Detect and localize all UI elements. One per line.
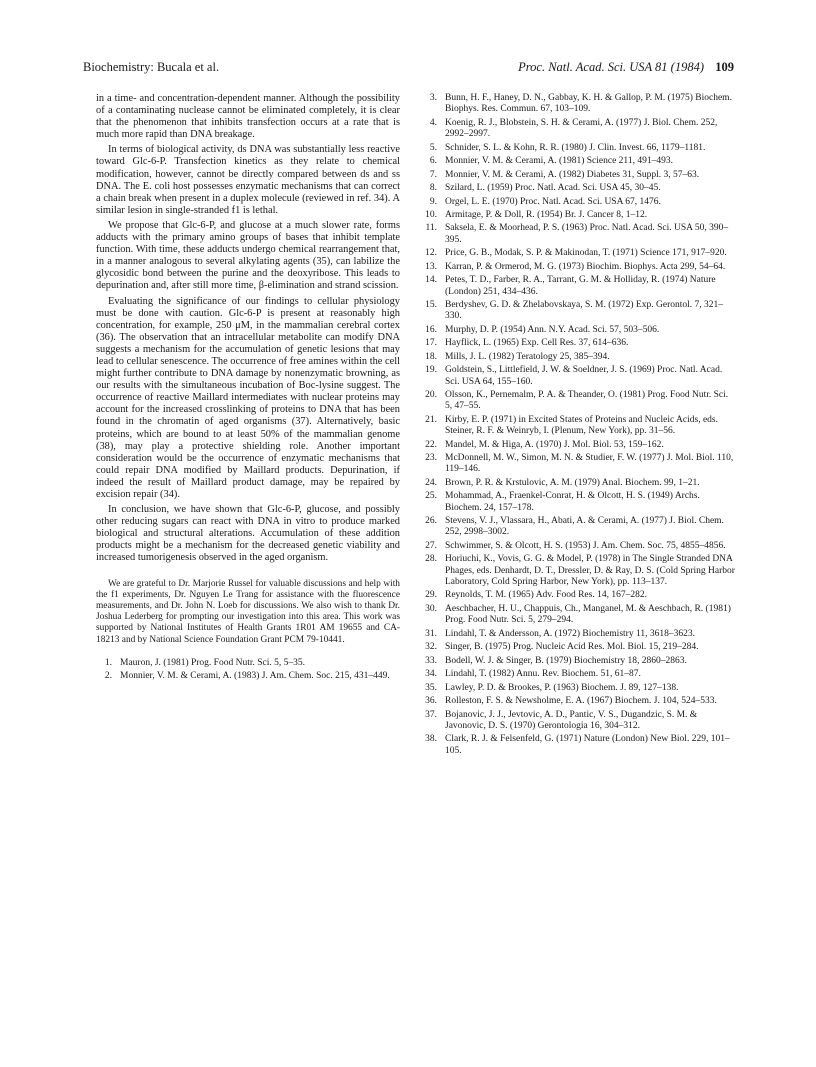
reference-text: Price, G. B., Modak, S. P. & Makinodan, T. (1971) Science 171, 917–920. <box>445 248 727 259</box>
reference-text: Bodell, W. J. & Singer, B. (1979) Biochemistry 18, 2860–2863. <box>445 655 687 666</box>
body-paragraph: Evaluating the significance of our findings to cellular physiology must be done with caution. Glc-6-P is present at reasonably high concentration, for example, 250 μM, in the mammalian cerebral cortex (36). The observation that an intracellular metabolite can modify DNA suggests a mechanism for the accumulation of genetic lesions that may lead to cellular senescence. The occurrence of free amines within the cell might further contribute to DNA damage by nonenzymatic browning, as our results with the simultaneous incubation of Boc-lysine suggest. The occurrence of reactive Maillard intermediates with nuclear proteins may account for the increased crosslinking of proteins to DNA that has been found in the chromatin of aged organisms (37). Alternatively, basic proteins, which are bound to at least 50% of the mammalian genome (38), may play a protective shielding role. Another important consideration would be the occurrence of enzymatic mechanisms that could repair DNA modified by Maillard products. Depurination, if indeed the result of Maillard product damage, may be repaired by excision repair (34). <box>96 295 400 500</box>
reference-number: 15. <box>425 300 437 310</box>
reference-number: 25. <box>425 491 437 502</box>
reference-number: 23. <box>425 453 437 464</box>
reference-item <box>421 390 735 413</box>
reference-number: 6. <box>429 156 437 167</box>
reference-number: 12. <box>425 248 437 259</box>
reference-text: Kirby, E. P. (1971) in Excited States of Proteins and Nucleic Acids, eds. Steiner, R. F. & Weinryb, I. (Plenum, New York), pp. 31–56. <box>445 414 718 437</box>
body-paragraph: in a time- and concentration-dependent manner. Although the possibility of a contaminating nuclease cannot be eliminated completely, it is clear that the phenomenon that inhibits transfection occurs at a rate that is much more rapid than DNA breakage. <box>96 93 400 141</box>
reference-item <box>421 683 735 694</box>
reference-number: 19. <box>425 365 437 376</box>
reference-item <box>421 642 735 653</box>
reference-number: 36. <box>425 696 437 707</box>
reference-text: Mandel, M. & Higa, A. (1970) J. Mol. Biol. 53, 159–162. <box>445 439 664 450</box>
reference-item <box>421 415 735 438</box>
reference-item <box>421 734 735 757</box>
reference-text: Berdyshev, G. D. & Zhelabovskaya, S. M. (1972) Exp. Gerontol. 7, 321–330. <box>445 300 724 322</box>
reference-item <box>421 197 735 208</box>
reference-number: 33. <box>425 655 437 666</box>
reference-text: Clark, R. J. & Felsenfeld, G. (1971) Nature (London) New Biol. 229, 101–105. <box>445 734 730 756</box>
reference-number: 8. <box>429 183 437 194</box>
reference-text: Schnider, S. L. & Kohn, R. R. (1980) J. Clin. Invest. 66, 1179–1181. <box>445 142 706 153</box>
reference-number: 38. <box>425 734 437 745</box>
reference-text: Stevens, V. J., Vlassara, H., Abati, A. & Cerami, A. (1977) J. Biol. Chem. 252, 2998–3002. <box>445 516 724 538</box>
reference-item <box>421 590 735 601</box>
reference-text: Saksela, E. & Moorhead, P. S. (1963) Proc. Natl. Acad. Sci. USA 50, 390–395. <box>445 223 729 245</box>
reference-text: Mills, J. L. (1982) Teratology 25, 385–394. <box>445 351 610 362</box>
reference-text: Aeschbacher, H. U., Chappuis, Ch., Manganel, M. & Aeschbach, R. (1981) Prog. Food Nutr. Sci. 5, 279–294. <box>445 603 731 626</box>
reference-text: Bunn, H. F., Haney, D. N., Gabbay, K. H. & Gallop, P. M. (1975) Biochem. Biophys. Res. Commun. 67, 103–109. <box>445 93 732 115</box>
reference-list-right <box>421 93 735 757</box>
reference-number: 5. <box>429 142 437 153</box>
reference-item <box>421 440 735 451</box>
left-column <box>96 93 400 685</box>
reference-item <box>421 516 735 539</box>
reference-number: 37. <box>425 709 437 720</box>
acknowledgment: We are grateful to Dr. Marjorie Russel for valuable discussions and help with the f1 experiments, Dr. Nguyen Le Trang for assistance with the fluorescence measurements, and Dr. John N. Loeb for discussions. We also wish to thank Dr. Joshua Lederberg for prompting our investigation into this area. This work was supported by National Institutes of Health Grants 1R01 AM 19655 and CA-18213 and by National Science Foundation Grant PCM 79-10441. <box>96 578 400 645</box>
reference-number: 35. <box>425 682 437 693</box>
reference-text: Brown, P. R. & Krstulovic, A. M. (1979) Anal. Biochem. 99, 1–21. <box>445 477 700 488</box>
reference-number: 16. <box>425 324 437 335</box>
running-header <box>83 60 734 80</box>
reference-text: Reynolds, T. M. (1965) Adv. Food Res. 14, 167–282. <box>445 590 647 601</box>
reference-item <box>421 143 735 154</box>
reference-item <box>421 156 735 167</box>
reference-text: Monnier, V. M. & Cerami, A. (1982) Diabetes 31, Suppl. 3, 57–63. <box>445 169 700 180</box>
reference-text: Armitage, P. & Doll, R. (1954) Br. J. Cancer 8, 1–12. <box>445 209 648 220</box>
running-header-left: Biochemistry: Bucala et al. <box>83 60 220 74</box>
journal-citation: Proc. Natl. Acad. Sci. USA 81 (1984) <box>518 60 704 74</box>
reference-number: 18. <box>425 351 437 362</box>
reference-text: Schwimmer, S. & Olcott, H. S. (1953) J. Am. Chem. Soc. 75, 4855–4856. <box>445 540 726 551</box>
reference-text: Mohammad, A., Fraenkel-Conrat, H. & Olcott, H. S. (1949) Archs. Biochem. 24, 157–178. <box>445 491 700 513</box>
reference-number: 7. <box>429 169 437 180</box>
reference-text: Koenig, R. J., Blobstein, S. H. & Cerami, A. (1977) J. Biol. Chem. 252, 2992–2997. <box>445 117 718 140</box>
reference-number: 28. <box>425 554 437 565</box>
reference-number: 30. <box>425 603 437 614</box>
reference-text: Hayflick, L. (1965) Exp. Cell Res. 37, 614–636. <box>445 338 629 349</box>
reference-item: 1. Mauron, J. (1981) Prog. Food Nutr. Sci. 5, 5–35. <box>104 657 305 668</box>
reference-item <box>421 118 735 141</box>
reference-text: Lindahl, T. & Andersson, A. (1972) Biochemistry 11, 3618–3623. <box>445 628 695 639</box>
reference-number: 31. <box>425 628 437 639</box>
reference-item <box>421 248 735 259</box>
reference-text: Karran, P. & Ormerod, M. G. (1973) Biochim. Biophys. Acta 299, 54–64. <box>445 261 726 272</box>
reference-number: 29. <box>425 590 437 601</box>
reference-text: Lindahl, T. (1982) Annu. Rev. Biochem. 51, 61–87. <box>445 669 641 680</box>
reference-text: Horiuchi, K., Vovis, G. G. & Model, P. (1978) in The Single Stranded DNA Phages, eds. Denhardt, D. T., Dressler, D. & Ray, D. S. (Cold Spring Harbor Laboratory, Cold Spring Harbor, New York), pp. 113–137. <box>445 554 735 587</box>
reference-item <box>421 656 735 667</box>
reference-item <box>421 352 735 363</box>
body-paragraph: In conclusion, we have shown that Glc-6-P, glucose, and possibly other reducing sugars can react with DNA in vitro to produce marked biological and structural alterations. Accumulation of these addition products might be a mechanism for the decreased genetic viability and increased tumorigenesis observed in the aged organism. <box>96 504 400 564</box>
reference-number: 26. <box>425 516 437 527</box>
reference-text: Orgel, L. E. (1970) Proc. Natl. Acad. Sci. USA 67, 1476. <box>445 196 661 207</box>
reference-item <box>421 325 735 336</box>
body-paragraph: We propose that Glc-6-P, and glucose at a much slower rate, forms adducts with the primary amino groups of bases that inhibit template function. With time, these adducts undergo chemical rearrangement that, in a manner analogous to several alkylating agents (35), can labilize the glycosidic bond between the purine and the deoxyribose. This leads to depurination and, after still more time, β-elimination and strand scission. <box>96 219 400 292</box>
reference-number: 22. <box>425 439 437 450</box>
reference-item: 2. Monnier, V. M. & Cerami, A. (1983) J. Am. Chem. Soc. 215, 431–449. <box>104 671 390 682</box>
reference-item <box>421 669 735 680</box>
reference-item <box>421 183 735 194</box>
reference-number: 11. <box>425 223 437 234</box>
right-column <box>421 93 735 759</box>
reference-text: Petes, T. D., Farber, R. A., Tarrant, G. M. & Holliday, R. (1974) Nature (London) 251, 434–436. <box>445 275 716 297</box>
reference-number: 21. <box>425 414 437 425</box>
body-paragraph: In terms of biological activity, ds DNA was substantially less reactive toward Glc-6-P. Transfection kinetics as they relate to chemical modification, however, cannot be directly compared between ds and ss DNA. The E. coli host possesses enzymatic mechanisms that can correct a chain break when present in a duplex molecule (reviewed in ref. 34). A similar lesion in single-stranded f1 is lethal. <box>96 144 400 216</box>
reference-number: 14. <box>425 275 437 286</box>
page-number: 109 <box>715 60 734 74</box>
reference-number: 34. <box>425 669 437 680</box>
reference-item <box>421 491 735 514</box>
reference-item <box>421 93 735 116</box>
reference-text: Lawley, P. D. & Brookes, P. (1963) Biochem. J. 89, 127–138. <box>445 682 679 693</box>
reference-number: 20. <box>425 390 437 401</box>
reference-item <box>421 696 735 707</box>
reference-text: Murphy, D. P. (1954) Ann. N.Y. Acad. Sci. 57, 503–506. <box>445 324 660 335</box>
reference-item <box>421 604 735 627</box>
reference-item <box>421 338 735 349</box>
reference-number: 9. <box>429 196 437 207</box>
reference-text: Singer, B. (1975) Prog. Nucleic Acid Res. Mol. Biol. 15, 219–284. <box>445 642 699 653</box>
reference-item <box>421 478 735 489</box>
reference-number: 13. <box>425 261 437 272</box>
reference-item <box>421 453 735 476</box>
reference-number: 17. <box>425 338 437 349</box>
reference-text: Goldstein, S., Littlefield, J. W. & Soeldner, J. S. (1969) Proc. Natl. Acad. Sci. USA 64, 155–160. <box>445 365 723 387</box>
reference-item <box>421 541 735 552</box>
reference-item <box>421 365 735 388</box>
reference-text: Szilard, L. (1959) Proc. Natl. Acad. Sci. USA 45, 30–45. <box>445 183 661 194</box>
reference-item <box>421 262 735 273</box>
reference-text: Rolleston, F. S. & Newsholme, E. A. (1967) Biochem. J. 104, 524–533. <box>445 696 717 707</box>
reference-text: McDonnell, M. W., Simon, M. N. & Studier, F. W. (1977) J. Mol. Biol. 110, 119–146. <box>445 453 734 475</box>
reference-item <box>421 170 735 181</box>
reference-number: 3. <box>429 93 437 103</box>
reference-item <box>421 710 735 733</box>
reference-item <box>421 629 735 640</box>
reference-number: 10. <box>425 209 437 220</box>
reference-item <box>421 223 735 246</box>
reference-item <box>421 275 735 298</box>
reference-item <box>421 210 735 221</box>
reference-list-left <box>96 658 400 683</box>
reference-text: Bojanovic, J. J., Jevtovic, A. D., Pantic, V. S., Dugandzic, S. M. & Javonovic, D. S. (1970) Gerontologia 16, 304–312. <box>445 709 698 731</box>
reference-number: 27. <box>425 540 437 551</box>
reference-item <box>421 554 735 588</box>
reference-text: Monnier, V. M. & Cerami, A. (1981) Science 211, 491–493. <box>445 156 673 167</box>
reference-number: 24. <box>425 477 437 488</box>
reference-item <box>421 300 735 323</box>
reference-text: Olsson, K., Pernemalm, P. A. & Theander, O. (1981) Prog. Food Nutr. Sci. 5, 47–55. <box>445 390 729 412</box>
reference-number: 32. <box>425 642 437 653</box>
reference-number: 4. <box>429 117 437 128</box>
